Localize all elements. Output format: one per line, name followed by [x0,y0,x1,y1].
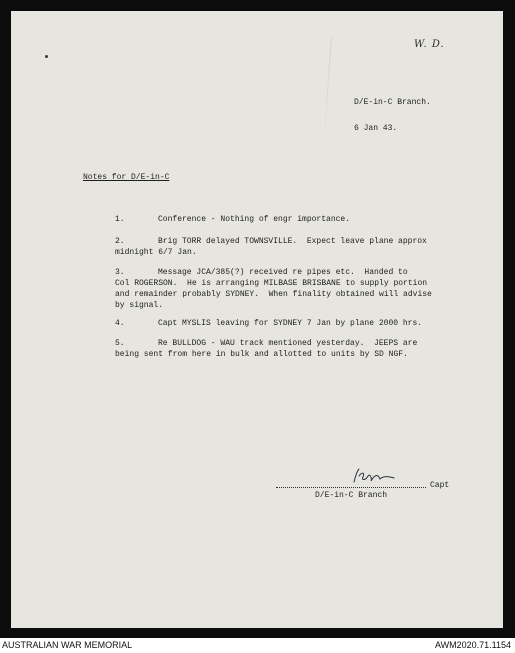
item-line: Message JCA/385(?) received re pipes etc. Handed to [158,268,408,277]
signature-branch: D/E-in-C Branch [315,491,388,500]
page-title: Notes for D/E-in-C [83,173,170,182]
pencil-dot [45,55,48,58]
header-branch: D/E-in-C Branch. [354,98,431,107]
signature-rank: Capt [430,481,450,490]
item-number: 5. [115,339,125,348]
item-line: Conference - Nothing of engr importance. [158,215,351,224]
item-line: Re BULLDOG - WAU track mentioned yesterday. JEEPS are [158,339,418,348]
footer-institution: AUSTRALIAN WAR MEMORIAL [2,640,133,650]
item-line: Capt MYSLIS leaving for SYDNEY 7 Jan by plane 2000 hrs. [158,319,423,328]
item-number: 4. [115,319,125,328]
item-number: 2. [115,237,125,246]
item-line: and remainder probably SYDNEY. When finality obtained will advise [115,290,432,299]
item-line: Brig TORR delayed TOWNSVILLE. Expect leave plane approx [158,237,427,246]
handwritten-signature [350,466,398,486]
item-number: 1. [115,215,125,224]
footer-accession-number: AWM2020.71.1154 [434,640,511,650]
handwritten-mark: W. D. [414,39,445,50]
header-date: 6 Jan 43. [354,124,398,133]
item-line: midnight 6/7 Jan. [115,248,197,257]
item-line: being sent from here in bulk and allotted to units by SD NGF. [115,350,408,359]
item-line: by signal. [115,301,164,310]
signature-line [276,484,426,488]
item-line: Col ROGERSON. He is arranging MILBASE BRISBANE to supply portion [115,279,428,288]
item-number: 3. [115,268,125,277]
